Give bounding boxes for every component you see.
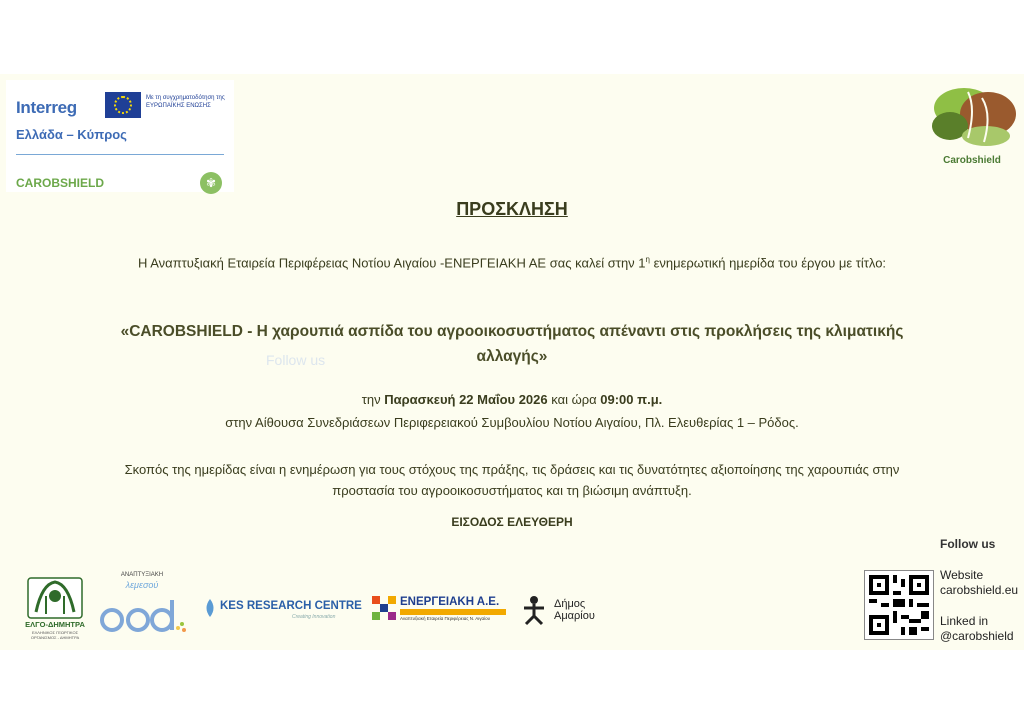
partner-logo-kes: KES RESEARCH CENTRE Creating Innovation (202, 598, 362, 626)
divider (16, 154, 224, 155)
event-purpose: Σκοπός της ημερίδας είναι η ενημέρωση για τους στόχους της πράξης, τις δράσεις και τις δυνατότητες αξιοποίησης της χαρουπιάς στην προστασία του αγροοικοσυστήματος και τη βιώσιμη ανάπτυξη. (124, 462, 900, 498)
partner-logo-amari: Δήμος Αμαρίου (516, 594, 616, 628)
amari-figure-icon (516, 594, 552, 626)
partner-logo-energiaki: ΕΝΕΡΓΕΙΑΚΗ Α.Ε. Αναπτυξιακή Εταιρεία Περιφέρειας Ν. Αιγαίου (370, 594, 512, 626)
partner-logo-elgo: ΕΛΓΟ-ΔΗΜΗΤΡΑ ΕΛΛΗΝΙΚΟΣ ΓΕΩΡΓΙΚΟΣ ΟΡΓΑΝΙΣΜΟΣ - ΔΗΜΗΤΡΑ (22, 574, 88, 644)
sheep-leaf-logo-icon (924, 78, 1020, 156)
aed-wordmark-icon (94, 590, 190, 640)
invitation-page (0, 74, 1024, 650)
energiaki-star-icon (370, 594, 398, 624)
event-datetime: την Παρασκευή 22 Μαΐου 2026 και ώρα 09:00 π.μ. (361, 392, 663, 407)
website-block (940, 568, 1024, 598)
interreg-wordmark: Interreg (16, 98, 77, 117)
website-label: Website (940, 568, 984, 582)
kes-drop-icon (202, 598, 218, 618)
ghost-text: Follow us (266, 352, 326, 368)
linkedin-block (940, 614, 1024, 644)
event-date: Παρασκευή 22 Μαΐου 2026 (384, 392, 548, 407)
linkedin-label: Linked in (940, 614, 989, 628)
page-title: ΠΡΟΣΚΛΗΣΗ (456, 199, 568, 219)
linkedin-handle[interactable]: @carobshield (940, 629, 1014, 643)
interreg-logo (6, 80, 234, 192)
energiaki-bar (400, 609, 506, 615)
eu-cofunding-text: Με τη συγχρηματοδότηση της ΕΥΡΩΠΑΪΚΗΣ ΕΝΩΣΗΣ (146, 95, 225, 109)
event-time: 09:00 π.μ. (600, 392, 663, 407)
elgo-emblem-icon (22, 574, 88, 620)
follow-us-heading: Follow us (940, 537, 996, 551)
carobshield-logo (924, 78, 1020, 168)
partner-logo-aed: ΑΝΑΠΤΥΞΙΑΚΗ λεμεσού (94, 572, 190, 642)
free-entry-notice: ΕΙΣΟΔΟΣ ΕΛΕΥΘΕΡΗ (451, 515, 573, 529)
intro-text: Η Αναπτυξιακή Εταιρεία Περιφέρειας Νοτίου Αιγαίου -ΕΝΕΡΓΕΙΑΚΗ ΑΕ σας καλεί στην $1^\eta$ ενημερωτική ημερίδα του έργου με τίτλο: (137, 255, 887, 271)
project-title: «CAROBSHIELD - Η χαρουπιά ασπίδα του αγροοικοσυστήματος απέναντι στις προκλήσεις της κλιματικής αλλαγής» (120, 323, 904, 365)
project-name: CAROBSHIELD (16, 176, 105, 190)
eu-flag-icon (105, 92, 141, 118)
carobshield-logo-text: Carobshield (943, 155, 1001, 166)
website-link[interactable]: carobshield.eu (940, 583, 1019, 597)
qr-code-icon[interactable] (864, 570, 934, 640)
event-venue: στην Αίθουσα Συνεδριάσεων Περιφερειακού Συμβουλίου Νοτίου Αιγαίου, Πλ. Ελευθερίας 1 – Ρόδος. (225, 415, 799, 430)
program-region: Ελλάδα – Κύπρος (16, 127, 127, 142)
project-badge-icon: ✾ (200, 172, 222, 194)
